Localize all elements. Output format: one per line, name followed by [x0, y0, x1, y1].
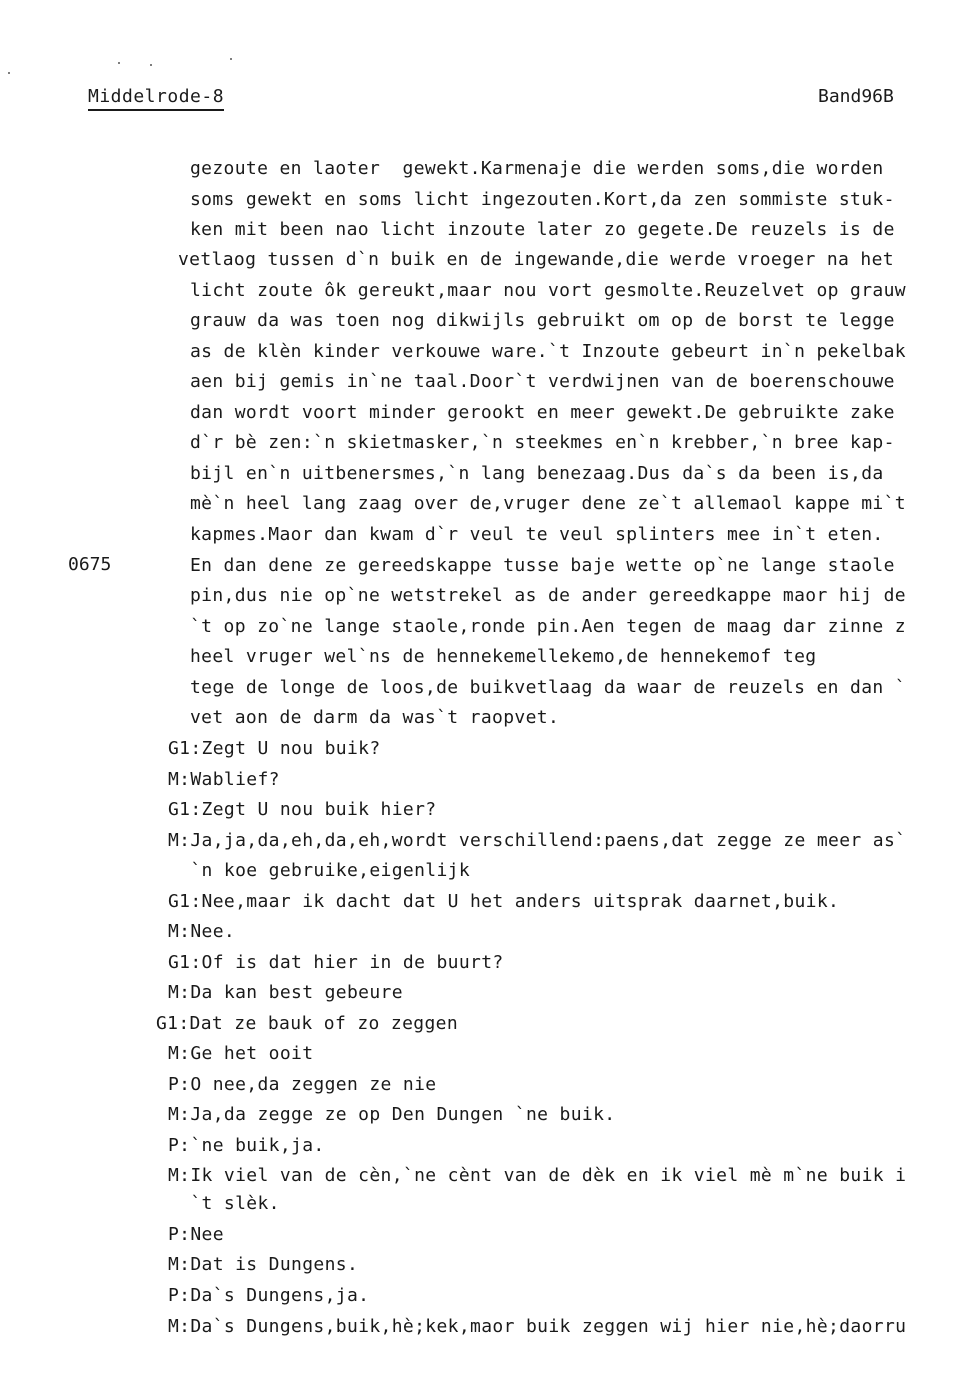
paragraph-line: vet aon de darm da was`t raopvet.	[190, 707, 560, 728]
paragraph-line: aen bij gemis in`ne taal.Door`t verdwijnen van de boerenschouwe	[190, 371, 895, 392]
dialogue-line: M:Ik viel van de cèn,`ne cènt van de dèk en ik viel mè m`ne buik i	[168, 1165, 907, 1186]
tape-label: Band96B	[818, 86, 894, 107]
paragraph-line: pin,dus nie op`ne wetstrekel as de ander gereedkappe maor hij de	[190, 585, 906, 606]
paragraph-line: soms gewekt en soms licht ingezouten.Kort,da zen sommiste stuk-	[190, 189, 895, 210]
dialogue-line: P:Nee	[168, 1224, 224, 1245]
speck	[8, 72, 10, 74]
dialogue-line: M:Dat is Dungens.	[168, 1254, 359, 1275]
speck	[230, 58, 232, 60]
paragraph-line: bijl en`n uitbenersmes,`n lang benezaag.Dus da`s da been is,da	[190, 463, 884, 484]
dialogue-line: M:Wablief?	[168, 769, 280, 790]
dialogue-line: M:Nee.	[168, 921, 236, 942]
paragraph-line: En dan dene ze gereedskappe tusse baje wette op`ne lange staole	[190, 555, 895, 576]
speck	[150, 64, 152, 66]
paragraph-line: vetlaog tussen d`n buik en de ingewande,die werde vroeger na het	[178, 249, 894, 270]
paragraph-line: heel vruger wel`ns de hennekemellekemo,de hennekemof teg	[190, 646, 817, 667]
paragraph-line: `t op zo`ne lange staole,ronde pin.Aen tegen de maag dar zinne z	[190, 616, 906, 637]
dialogue-line: P:`ne buik,ja.	[168, 1135, 325, 1156]
paragraph-line: grauw da was toen nog dikwijls gebruikt om op de borst te legge	[190, 310, 895, 331]
dialogue-line: M:Ja,da zegge ze op Den Dungen `ne buik.	[168, 1104, 616, 1125]
dialogue-line: P:O nee,da zeggen ze nie	[168, 1074, 437, 1095]
dialogue-line: `n koe gebruike,eigenlijk	[168, 860, 471, 881]
paragraph-line: mè`n heel lang zaag over de,vruger dene ze`t allemaol kappe mi`t	[190, 493, 906, 514]
dialogue-line: G1:Zegt U nou buik?	[168, 738, 381, 759]
speck	[118, 62, 120, 64]
dialogue-line: G1:Nee,maar ik dacht dat U het anders uitsprak daarnet,buik.	[168, 891, 840, 912]
dialogue-line: G1:Zegt U nou buik hier?	[168, 799, 437, 820]
dialogue-line: G1:Dat ze bauk of zo zeggen	[156, 1013, 459, 1034]
dialogue-line: M:Ge het ooit	[168, 1043, 314, 1064]
dialogue-line: G1:Of is dat hier in de buurt?	[168, 952, 504, 973]
dialogue-line: M:Ja,ja,da,eh,da,eh,wordt verschillend:paens,dat zegge ze meer as`	[168, 830, 907, 851]
paragraph-line: tege de longe de loos,de buikvetlaag da waar de reuzels en dan `	[190, 677, 906, 698]
paragraph-line: kapmes.Maor dan kwam d`r veul te veul splinters mee in`t eten.	[190, 524, 884, 545]
paragraph-line: licht zoute ôk gereukt,maar nou vort gesmolte.Reuzelvet op grauw	[190, 280, 906, 301]
tape-counter: 0675	[68, 554, 112, 575]
paragraph-line: d`r bè zen:`n skietmasker,`n steekmes en`n krebber,`n bree kap-	[190, 432, 895, 453]
dialogue-line: M:Da kan best gebeure	[168, 982, 403, 1003]
paragraph-line: ken mit been nao licht inzoute later zo gegete.De reuzels is de	[190, 219, 895, 240]
paragraph-line: dan wordt voort minder gerookt en meer gewekt.De gebruikte zake	[190, 402, 895, 423]
dialogue-line: P:Da`s Dungens,ja.	[168, 1285, 370, 1306]
dialogue-line: `t slèk.	[168, 1193, 280, 1214]
paragraph-line: as de klèn kinder verkouwe ware.`t Inzoute gebeurt in`n pekelbak	[190, 341, 906, 362]
paragraph-line: gezoute en laoter gewekt.Karmenaje die werden soms,die worden	[190, 158, 884, 179]
document-id: Middelrode-8	[88, 86, 224, 111]
dialogue-line: M:Da`s Dungens,buik,hè;kek,maor buik zeggen wij hier nie,hè;daorru	[168, 1316, 907, 1337]
